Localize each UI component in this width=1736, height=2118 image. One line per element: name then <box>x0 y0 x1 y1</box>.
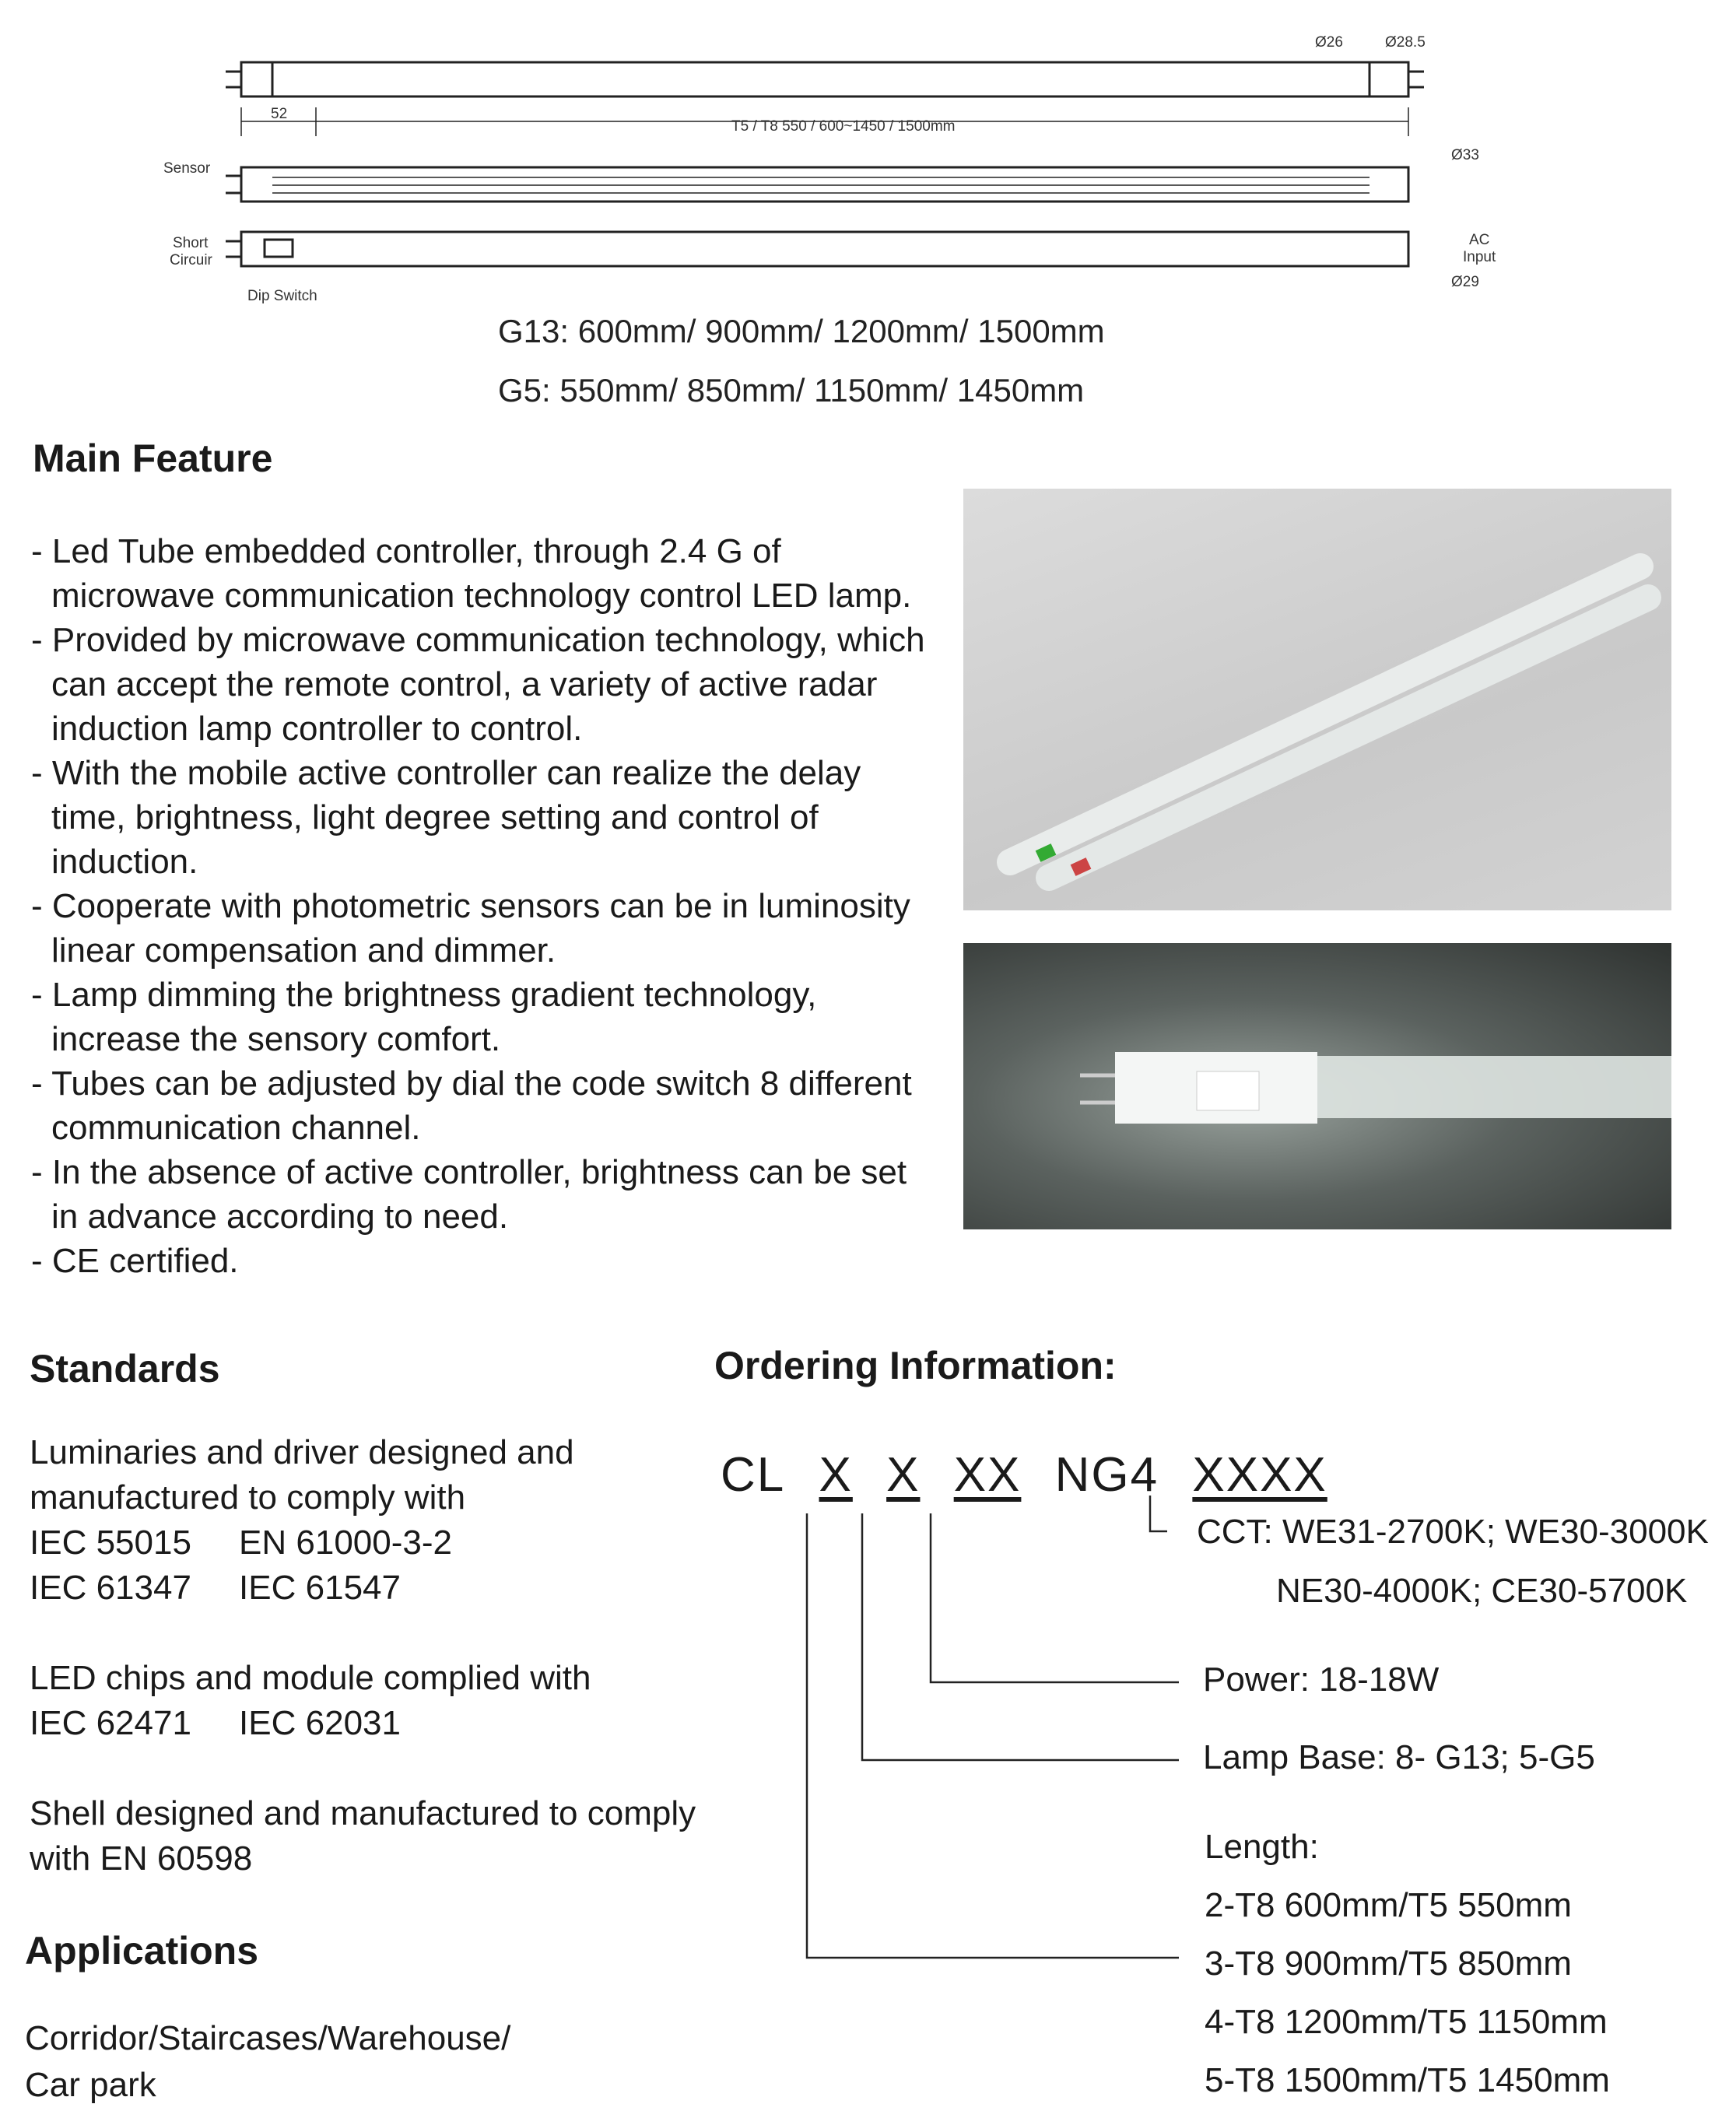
applications-title: Applications <box>25 1929 259 1972</box>
length-options <box>1205 1818 1610 2109</box>
main-feature-title: Main Feature <box>33 437 273 480</box>
dim-diam-33: Ø33 <box>1451 147 1479 163</box>
feature-item: - Tubes can be adjusted by dial the code switch 8 different communication channel. <box>31 1064 912 1147</box>
feature-item: - Lamp dimming the brightness gradient technology, increase the sensory comfort. <box>31 976 817 1058</box>
code-base: X <box>886 1448 921 1502</box>
length-option: 3-T8 900mm/T5 850mm <box>1205 1944 1572 1983</box>
lamp-base-option: Lamp Base: 8- G13; 5-G5 <box>1203 1738 1595 1776</box>
standards-text: IEC 61347 IEC 61547 <box>30 1569 401 1607</box>
power-option: Power: 18-18W <box>1203 1660 1440 1699</box>
applications-text: Car park <box>25 2066 156 2104</box>
length-title: Length: <box>1205 1828 1319 1866</box>
standards-text: IEC 62471 IEC 62031 <box>30 1704 401 1742</box>
g13-sizes: G13: 600mm/ 900mm/ 1200mm/ 1500mm <box>498 313 1105 349</box>
cct-line-2: NE30-4000K; CE30-5700K <box>1276 1572 1688 1610</box>
applications-text: Corridor/Staircases/Warehouse/ <box>25 2019 511 2057</box>
standards-text: Luminaries and driver designed and <box>30 1433 574 1471</box>
standards-text: with EN 60598 <box>30 1839 253 1878</box>
label-dip-switch: Dip Switch <box>247 288 317 304</box>
feature-item: - Cooperate with photometric sensors can be in luminosity linear compensation and dimmer. <box>31 887 910 970</box>
feature-item: - CE certified. <box>31 1242 239 1280</box>
length-option: 2-T8 600mm/T5 550mm <box>1205 1886 1572 1924</box>
standards-title: Standards <box>30 1347 220 1390</box>
standards-text: IEC 55015 EN 61000-3-2 <box>30 1524 452 1562</box>
label-ac: AC <box>1469 232 1490 248</box>
dim-length: T5 / T8 550 / 600~1450 / 1500mm <box>731 118 956 135</box>
feature-item: - With the mobile active controller can realize the delay time, brightness, light degree setting and control of induction. <box>31 754 861 881</box>
code-length: X <box>819 1448 853 1502</box>
code-prefix: CL <box>721 1448 786 1502</box>
feature-item: - In the absence of active controller, brightness can be set in advance according to need. <box>31 1153 907 1236</box>
dim-diam-26: Ø26 <box>1315 34 1343 51</box>
length-option: 4-T8 1200mm/T5 1150mm <box>1205 2003 1608 2041</box>
standards-text: manufactured to comply with <box>30 1478 466 1517</box>
dim-52: 52 <box>271 106 288 122</box>
standards-text: LED chips and module complied with <box>30 1659 591 1697</box>
feature-item: - Led Tube embedded controller, through 2.4 G of microwave communication technology control LED lamp. <box>31 532 912 615</box>
label-sensor: Sensor <box>163 160 211 177</box>
code-model: NG4 <box>1054 1448 1159 1502</box>
code-cct: XXXX <box>1192 1448 1327 1502</box>
g5-sizes: G5: 550mm/ 850mm/ 1150mm/ 1450mm <box>498 372 1085 409</box>
ordering-title: Ordering Information: <box>714 1344 1117 1387</box>
feature-item: - Provided by microwave communication technology, which can accept the remote control, a variety of active radar induction lamp controller to control. <box>31 621 925 748</box>
cct-line-1: CCT: WE31-2700K; WE30-3000K <box>1197 1513 1709 1551</box>
label-input: Input <box>1463 249 1496 265</box>
label-circuit: Circuir <box>170 252 212 268</box>
standards-text: Shell designed and manufactured to comply <box>30 1794 696 1832</box>
dim-diam-29: Ø29 <box>1451 274 1479 290</box>
dim-diam-28-5: Ø28.5 <box>1385 34 1426 51</box>
code-power: XX <box>953 1448 1022 1502</box>
label-short: Short <box>173 235 209 251</box>
length-option: 5-T8 1500mm/T5 1450mm <box>1205 2061 1610 2099</box>
